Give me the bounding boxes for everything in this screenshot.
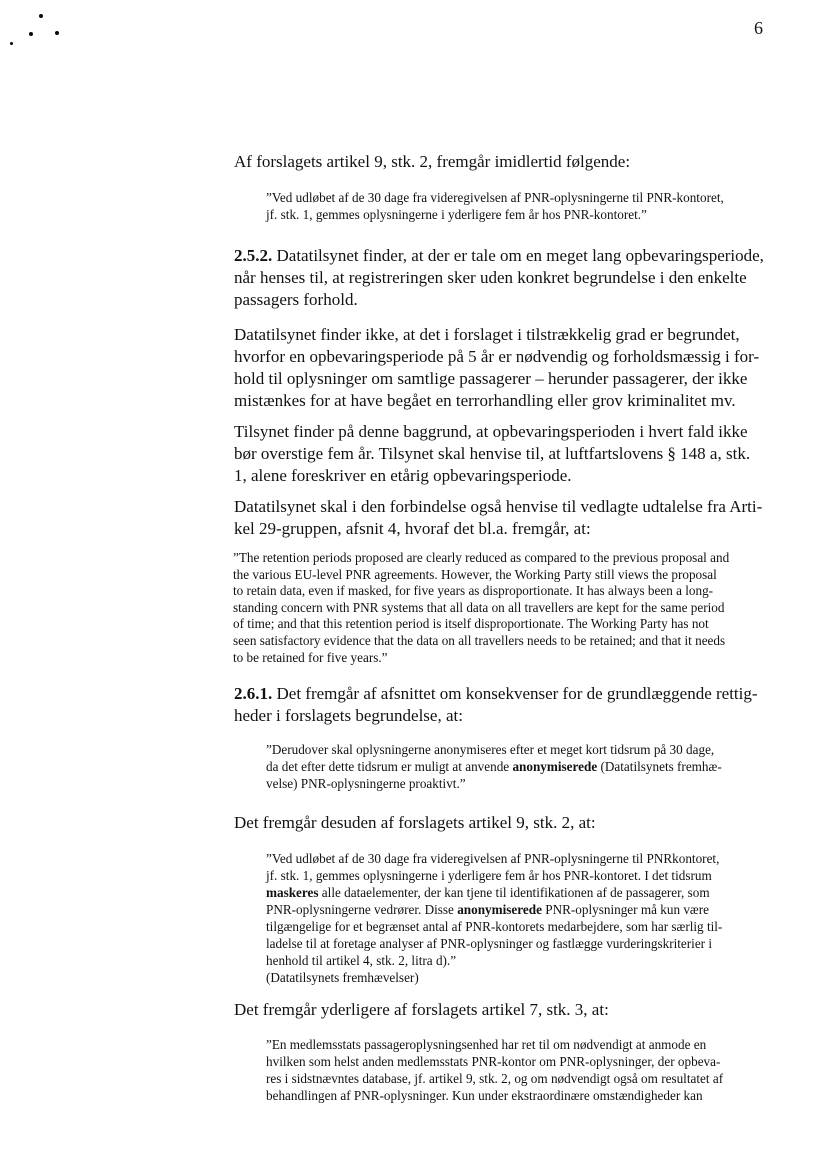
text-line: hvorfor en opbevaringsperiode på 5 år er nødvendig og forholdsmæssig i for- <box>234 347 760 366</box>
quote-line: of time; and that this retention period is itself disproportionate. The Working Party has not <box>233 616 709 632</box>
quote-line: res i sidstnævntes database, jf. artikel 9, stk. 2, og om nødvendigt også om resultatet af <box>266 1071 724 1086</box>
text-line: 1, alene foreskriver en etårig opbevaringsperiode. <box>234 466 572 485</box>
scan-speck <box>55 31 59 35</box>
text-line: passagers forhold. <box>234 290 358 309</box>
quote-line: da det efter dette tidsrum er muligt at anvende anonymiserede (Datatilsynets fremhæ- <box>266 759 722 774</box>
quote-line: velse) PNR-oplysningerne proaktivt.” <box>266 776 466 791</box>
quote-line: tilgængelige for et begrænset antal af PNR-kontorets medarbejdere, som har særlig til- <box>266 919 723 934</box>
text-line: Datatilsynet skal i den forbindelse også henvise til vedlagte udtalelse fra Arti- <box>234 497 763 516</box>
text-line: Det fremgår desuden af forslagets artikel 9, stk. 2, at: <box>234 813 596 832</box>
blockquote-working-party <box>233 550 729 666</box>
quote-line: ”Ved udløbet af de 30 dage fra videregivelsen af PNR-oplysningerne til PNRkontoret, <box>266 851 720 866</box>
section-number: 2.5.2. <box>234 246 273 265</box>
quote-line: ladelse til at foretage analyser af PNR-oplysninger og fastlægge vurderingskriterier i <box>266 936 713 951</box>
quote-line: ”Ved udløbet af de 30 dage fra videregivelsen af PNR-oplysningerne til PNR-kontoret, <box>266 190 724 205</box>
paragraph-yderligere-artikel-7 <box>234 999 609 1021</box>
quote-line: ”The retention periods proposed are clearly reduced as compared to the previous proposal and <box>233 550 730 565</box>
quote-line: maskeres alle dataelementer, der kan tjene til identifikationen af de passagerer, som <box>266 885 710 900</box>
paragraph-desuden-artikel-9 <box>234 812 596 834</box>
blockquote-artikel-7-stk-3 <box>266 1036 723 1104</box>
text-line: Datatilsynet finder ikke, at det i forslaget i tilstrækkelig grad er begrundet, <box>234 325 740 344</box>
quote-line: to be retained for five years.” <box>233 649 388 665</box>
text-line: heder i forslagets begrundelse, at: <box>234 706 463 725</box>
scan-speck <box>39 14 43 18</box>
quote-line: seen satisfactory evidence that the data on all travellers needs to be retained; and that it needs <box>233 632 726 648</box>
text-line: hold til oplysninger om samtlige passagerer – herunder passagerer, der ikke <box>234 369 748 388</box>
emphasis-anonymiserede: anonymiserede <box>457 902 542 917</box>
text-line: 2.6.1. Det fremgår af afsnittet om konsekvenser for de grundlæggende rettig- <box>234 684 758 703</box>
quote-attribution: (Datatilsynets fremhævelser) <box>266 970 419 985</box>
text-line: Tilsynet finder på denne baggrund, at opbevaringsperioden i hvert fald ikke <box>234 422 748 441</box>
blockquote-artikel-9-maskeres <box>266 850 722 986</box>
scan-speck <box>10 42 13 45</box>
paragraph-tilsynet-baggrund <box>234 421 750 487</box>
quote-line: ”Derudover skal oplysningerne anonymiseres efter et meget kort tidsrum på 30 dage, <box>266 742 715 757</box>
text-line: bør overstige fem år. Tilsynet skal henvise til, at luftfartslovens § 148 a, stk. <box>234 444 751 463</box>
blockquote-artikel-9-stk-2 <box>266 189 724 223</box>
quote-line: standing concern with PNR systems that all data on all travellers are kept for the same period <box>233 599 725 615</box>
quote-line: henhold til artikel 4, stk. 2, litra d).” <box>266 953 457 968</box>
quote-line: hvilken som helst anden medlemsstats PNR-kontor om PNR-oplysninger, der opbeva- <box>266 1054 721 1069</box>
quote-line: PNR-oplysningerne vedrører. Disse anonymiserede PNR-oplysninger må kun være <box>266 902 709 917</box>
scan-speck <box>29 32 33 36</box>
quote-line: behandlingen af PNR-oplysninger. Kun under ekstraordinære omstændigheder kan <box>266 1088 703 1103</box>
paragraph-artikel-29-gruppen <box>234 496 762 540</box>
emphasis-maskeres: maskeres <box>266 885 319 900</box>
page-number: 6 <box>754 18 763 38</box>
blockquote-derudover <box>266 741 722 792</box>
text-line: 2.5.2. Datatilsynet finder, at der er tale om en meget lang opbevaringsperiode, <box>234 246 764 265</box>
quote-line: jf. stk. 1, gemmes oplysningerne i yderligere fem år hos PNR-kontoret.” <box>266 207 647 222</box>
quote-line: jf. stk. 1, gemmes oplysningerne i yderligere fem år hos PNR-kontoret. I det tidsrum <box>266 868 712 883</box>
text-line: mistænkes for at have begået en terrorhandling eller grov kriminalitet mv. <box>234 391 736 410</box>
text-line: Det fremgår yderligere af forslagets artikel 7, stk. 3, at: <box>234 1000 609 1019</box>
text-line: Af forslagets artikel 9, stk. 2, fremgår imidlertid følgende: <box>234 152 631 171</box>
quote-line: ”En medlemsstats passageroplysningsenhed har ret til om nødvendigt at anmode en <box>266 1037 707 1052</box>
quote-line: to retain data, even if masked, for five years as disproportionate. It has always been a long- <box>233 583 714 599</box>
emphasis-anonymiserede: anonymiserede <box>512 759 598 774</box>
paragraph-2-6-1 <box>234 683 758 727</box>
paragraph-2-5-2 <box>234 245 764 311</box>
section-number: 2.6.1. <box>234 684 273 703</box>
quote-line: the various EU-level PNR agreements. However, the Working Party still views the proposal <box>233 566 717 582</box>
paragraph-finder-ikke <box>234 324 759 412</box>
text-line: når henses til, at registreringen sker uden konkret begrundelse i den enkelte <box>234 268 747 287</box>
text-line: kel 29-gruppen, afsnit 4, hvoraf det bl.a. fremgår, at: <box>234 519 591 538</box>
paragraph-intro-artikel-9 <box>234 151 630 173</box>
